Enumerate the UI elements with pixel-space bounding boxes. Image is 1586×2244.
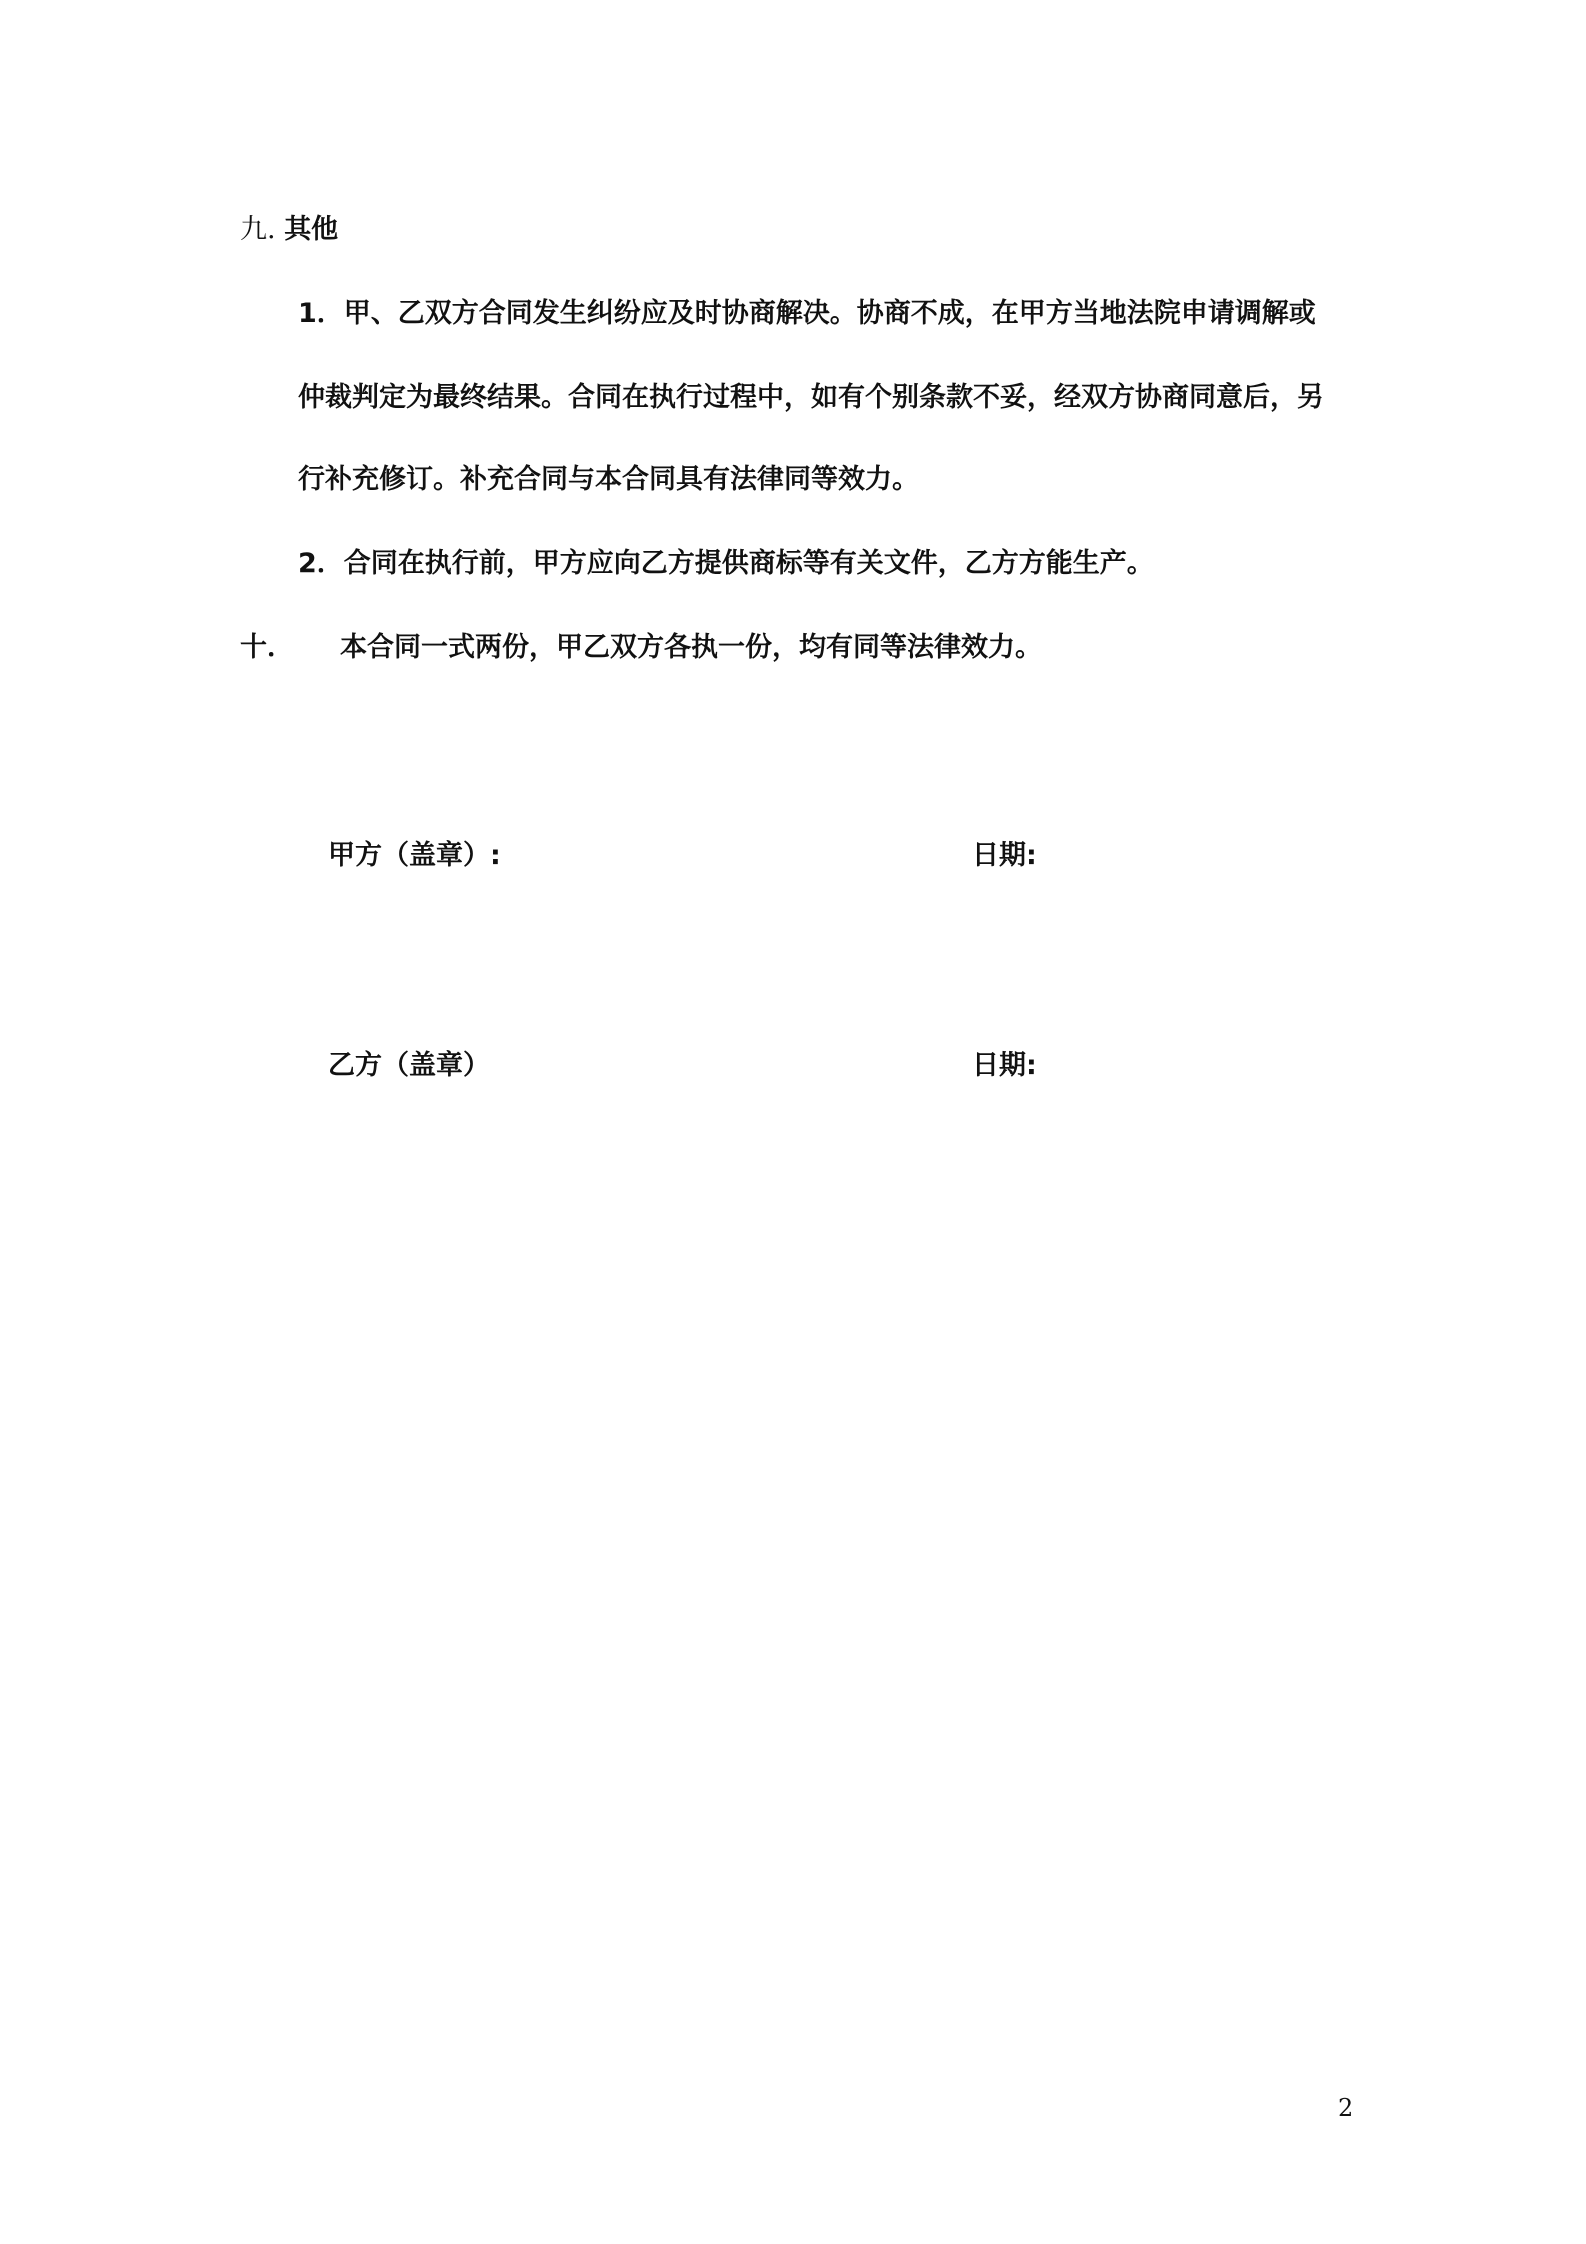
party-b-date-label: 日期: [972, 1050, 1037, 1081]
page-number: 2 [1338, 2094, 1354, 2122]
section-10-text: 本合同一式两份，甲乙双方各执一份，均有同等法律效力。 [340, 632, 1042, 663]
section-10-number: 十． [240, 632, 294, 663]
clause-1-line-1: 1．甲、乙双方合同发生纠纷应及时协商解决。协商不成，在甲方当地法院申请调解或 [298, 298, 1316, 329]
section-9-title: 其他 [284, 214, 339, 245]
section-9-number: 九. [240, 214, 276, 245]
party-a-date-label: 日期: [972, 840, 1037, 871]
party-a-seal-label: 甲方（盖章）: [328, 840, 501, 871]
party-b-seal-label: 乙方（盖章） [328, 1050, 490, 1081]
clause-2: 2．合同在执行前，甲方应向乙方提供商标等有关文件，乙方方能生产。 [298, 548, 1154, 579]
section-9-heading [240, 212, 338, 248]
clause-1-line-3: 行补充修订。补充合同与本合同具有法律同等效力。 [298, 464, 919, 495]
clause-1-line-2: 仲裁判定为最终结果。合同在执行过程中，如有个别条款不妥，经双方协商同意后，另 [298, 382, 1324, 413]
section-10 [240, 630, 1042, 666]
